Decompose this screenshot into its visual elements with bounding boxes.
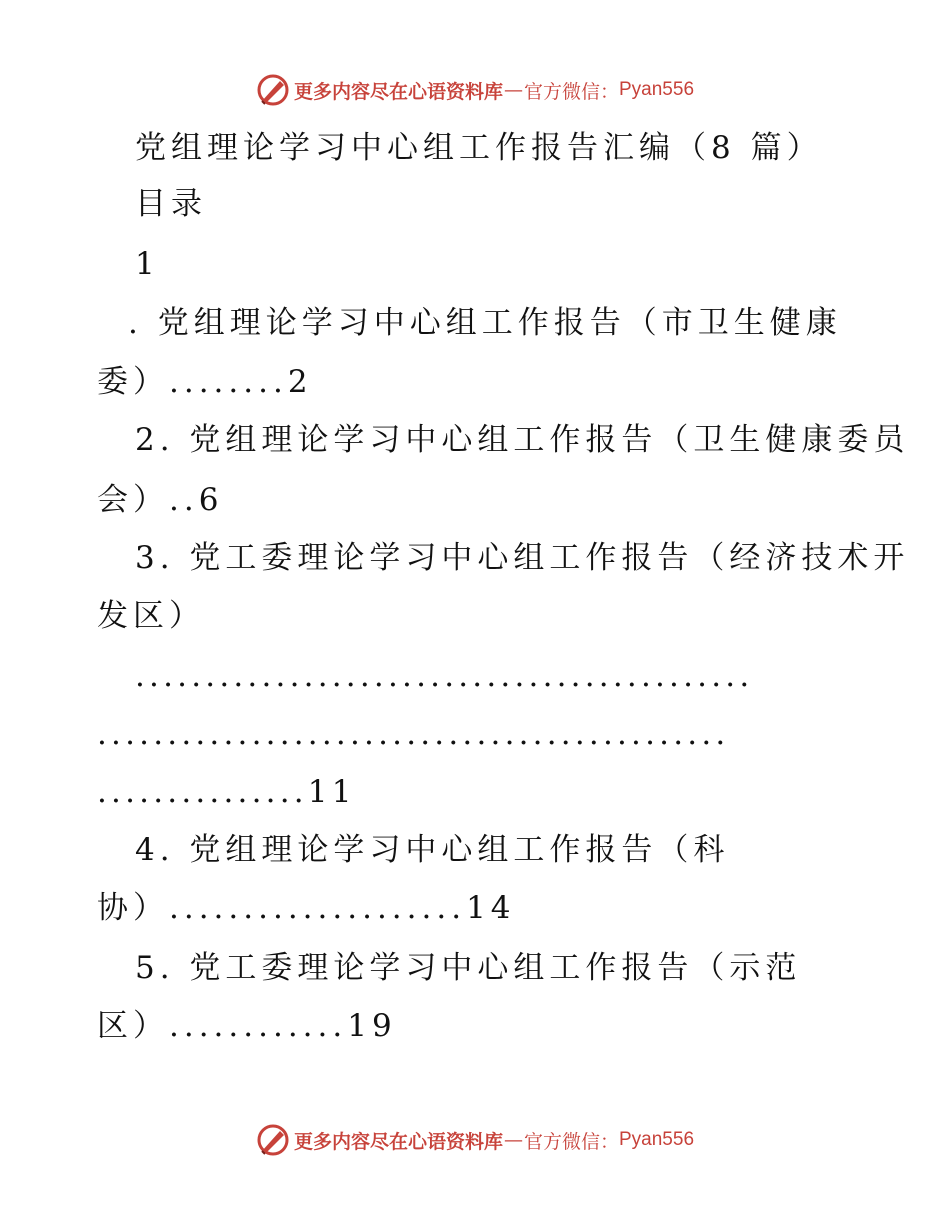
toc-entry-4-line-1: 4. 党组理论学习中心组工作报告（科 (135, 832, 730, 868)
toc-entry-5-line-1: 5. 党工委理论学习中心组工作报告（示范 (135, 950, 802, 986)
banner-separator: — (503, 79, 523, 101)
toc-entry-1-line-2: 委）........2 (97, 364, 313, 400)
toc-entry-2-line-2: 会）..6 (97, 482, 224, 518)
toc-entry-1-line-1: . 党组理论学习中心组工作报告（市卫生健康 (128, 305, 842, 341)
banner-wechat-id: Pyan556 (619, 79, 695, 100)
banner-brand: 更多内容尽在心语资料库 (293, 1130, 503, 1153)
banner-brand: 更多内容尽在心语资料库 (293, 80, 503, 103)
toc-entry-3-leader-1: ............................................ (135, 658, 754, 694)
toc-entry-4-line-2: 协）....................14 (97, 890, 516, 926)
pen-logo-icon (256, 1123, 290, 1157)
toc-entry-5-line-2: 区）............19 (97, 1008, 397, 1044)
header-banner (0, 70, 950, 110)
toc-entry-3-line-2: 发区） (97, 598, 205, 634)
footer-banner (0, 1120, 950, 1160)
toc-entry-3-leader-3: ...............11 (97, 774, 356, 810)
banner-wechat-id: Pyan556 (619, 1129, 695, 1150)
toc-entry-3-line-1: 3. 党工委理论学习中心组工作报告（经济技术开 (135, 540, 910, 576)
toc-entry-2-line-1: 2. 党组理论学习中心组工作报告（卫生健康委员 (135, 422, 910, 458)
banner-separator: — (503, 1129, 523, 1151)
toc-entry-3-leader-2: ............................................. (97, 716, 730, 752)
toc-entry-1-number: 1 (135, 246, 160, 282)
pen-logo-icon (256, 73, 290, 107)
document-title: 党组理论学习中心组工作报告汇编（8 篇） (135, 130, 823, 166)
banner-official-label: 官方微信： (523, 80, 619, 103)
toc-heading: 目录 (135, 186, 207, 222)
banner-official-label: 官方微信： (523, 1130, 619, 1153)
